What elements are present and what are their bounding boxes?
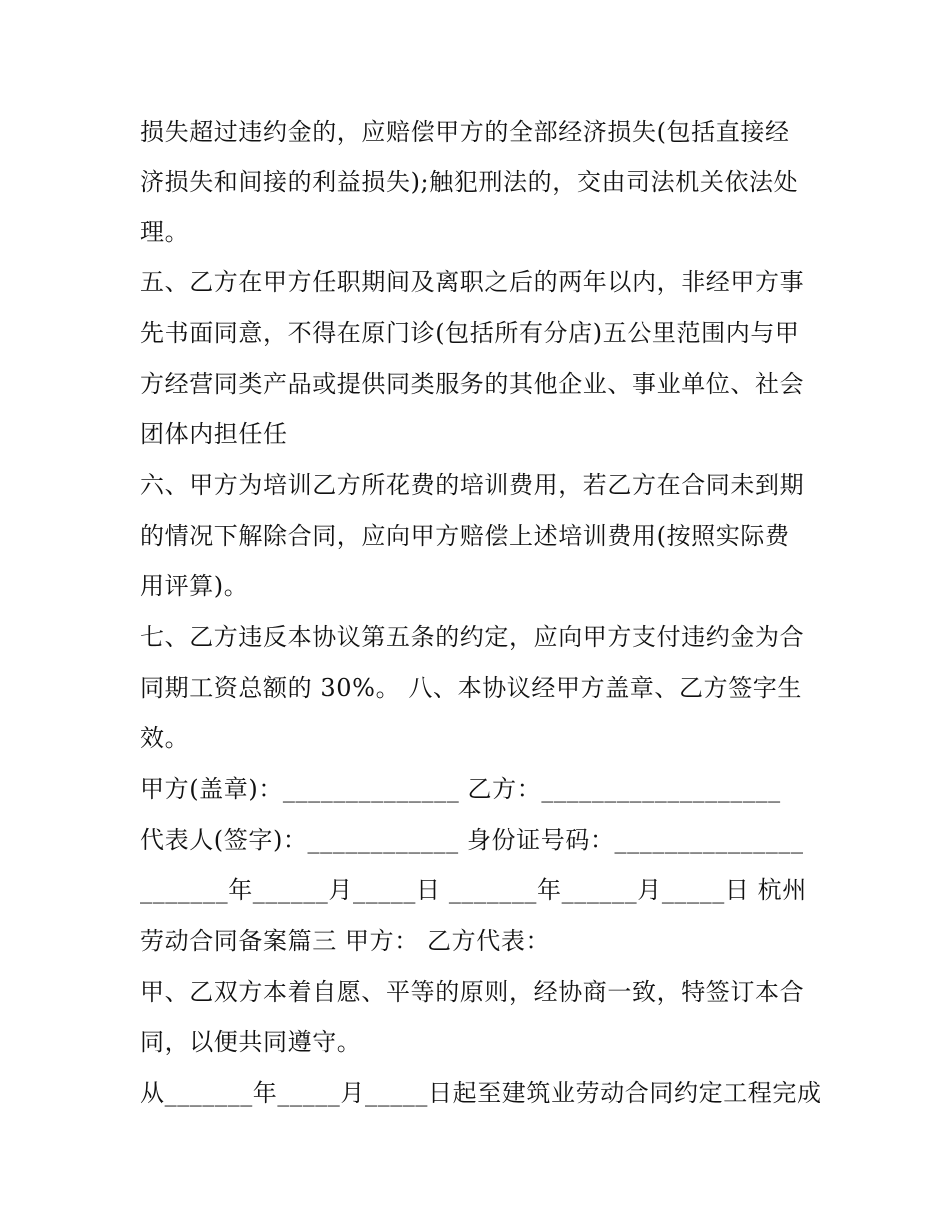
text-line: 同，以便共同遵守。 xyxy=(140,1028,362,1056)
text-line: 七、乙方违反本协议第五条的约定，应向甲方支付违约金为合 xyxy=(140,623,805,651)
text-line: 损失超过违约金的，应赔偿甲方的全部经济损失(包括直接经 xyxy=(140,118,790,146)
text-line: 理。 xyxy=(140,218,190,246)
text-line: 用评算)。 xyxy=(140,572,249,600)
text-line: 五、乙方在甲方任职期间及离职之后的两年以内，非经甲方事 xyxy=(140,268,805,296)
text-line: 效。 xyxy=(140,724,190,752)
text-line: 的情况下解除合同，应向甲方赔偿上述培训费用(按照实际费 xyxy=(140,522,790,550)
section-heading-line: 劳动合同备案篇三 甲方： 乙方代表： xyxy=(140,927,551,955)
text-line: 甲、乙双方本着自愿、平等的原则，经协商一致，特签订本合 xyxy=(140,978,805,1006)
signature-line-party-a: 甲方(盖章)：______________ 乙方：___________________ xyxy=(140,775,781,803)
text-line: 同期工资总额的 30%。 八、本协议经甲方盖章、乙方签字生 xyxy=(140,674,802,702)
text-line: 先书面同意，不得在原门诊(包括所有分店)五公里范围内与甲 xyxy=(140,319,800,347)
text-line: 六、甲方为培训乙方所花费的培训费用，若乙方在合同未到期 xyxy=(140,471,805,499)
text-line: 方经营同类产品或提供同类服务的其他企业、事业单位、社会 xyxy=(140,370,805,398)
text-line: 济损失和间接的利益损失);触犯刑法的，交由司法机关依法处 xyxy=(140,168,799,196)
text-line: 从_______年_____月_____日起至建筑业劳动合同约定工程完成 xyxy=(140,1079,822,1107)
signature-line-representative: 代表人(签字)：____________ 身份证号码：_______________ xyxy=(140,826,804,854)
date-line: _______年______月_____日 _______年______月_____日 杭州 xyxy=(140,876,807,904)
text-line: 团体内担任任 xyxy=(140,420,288,448)
